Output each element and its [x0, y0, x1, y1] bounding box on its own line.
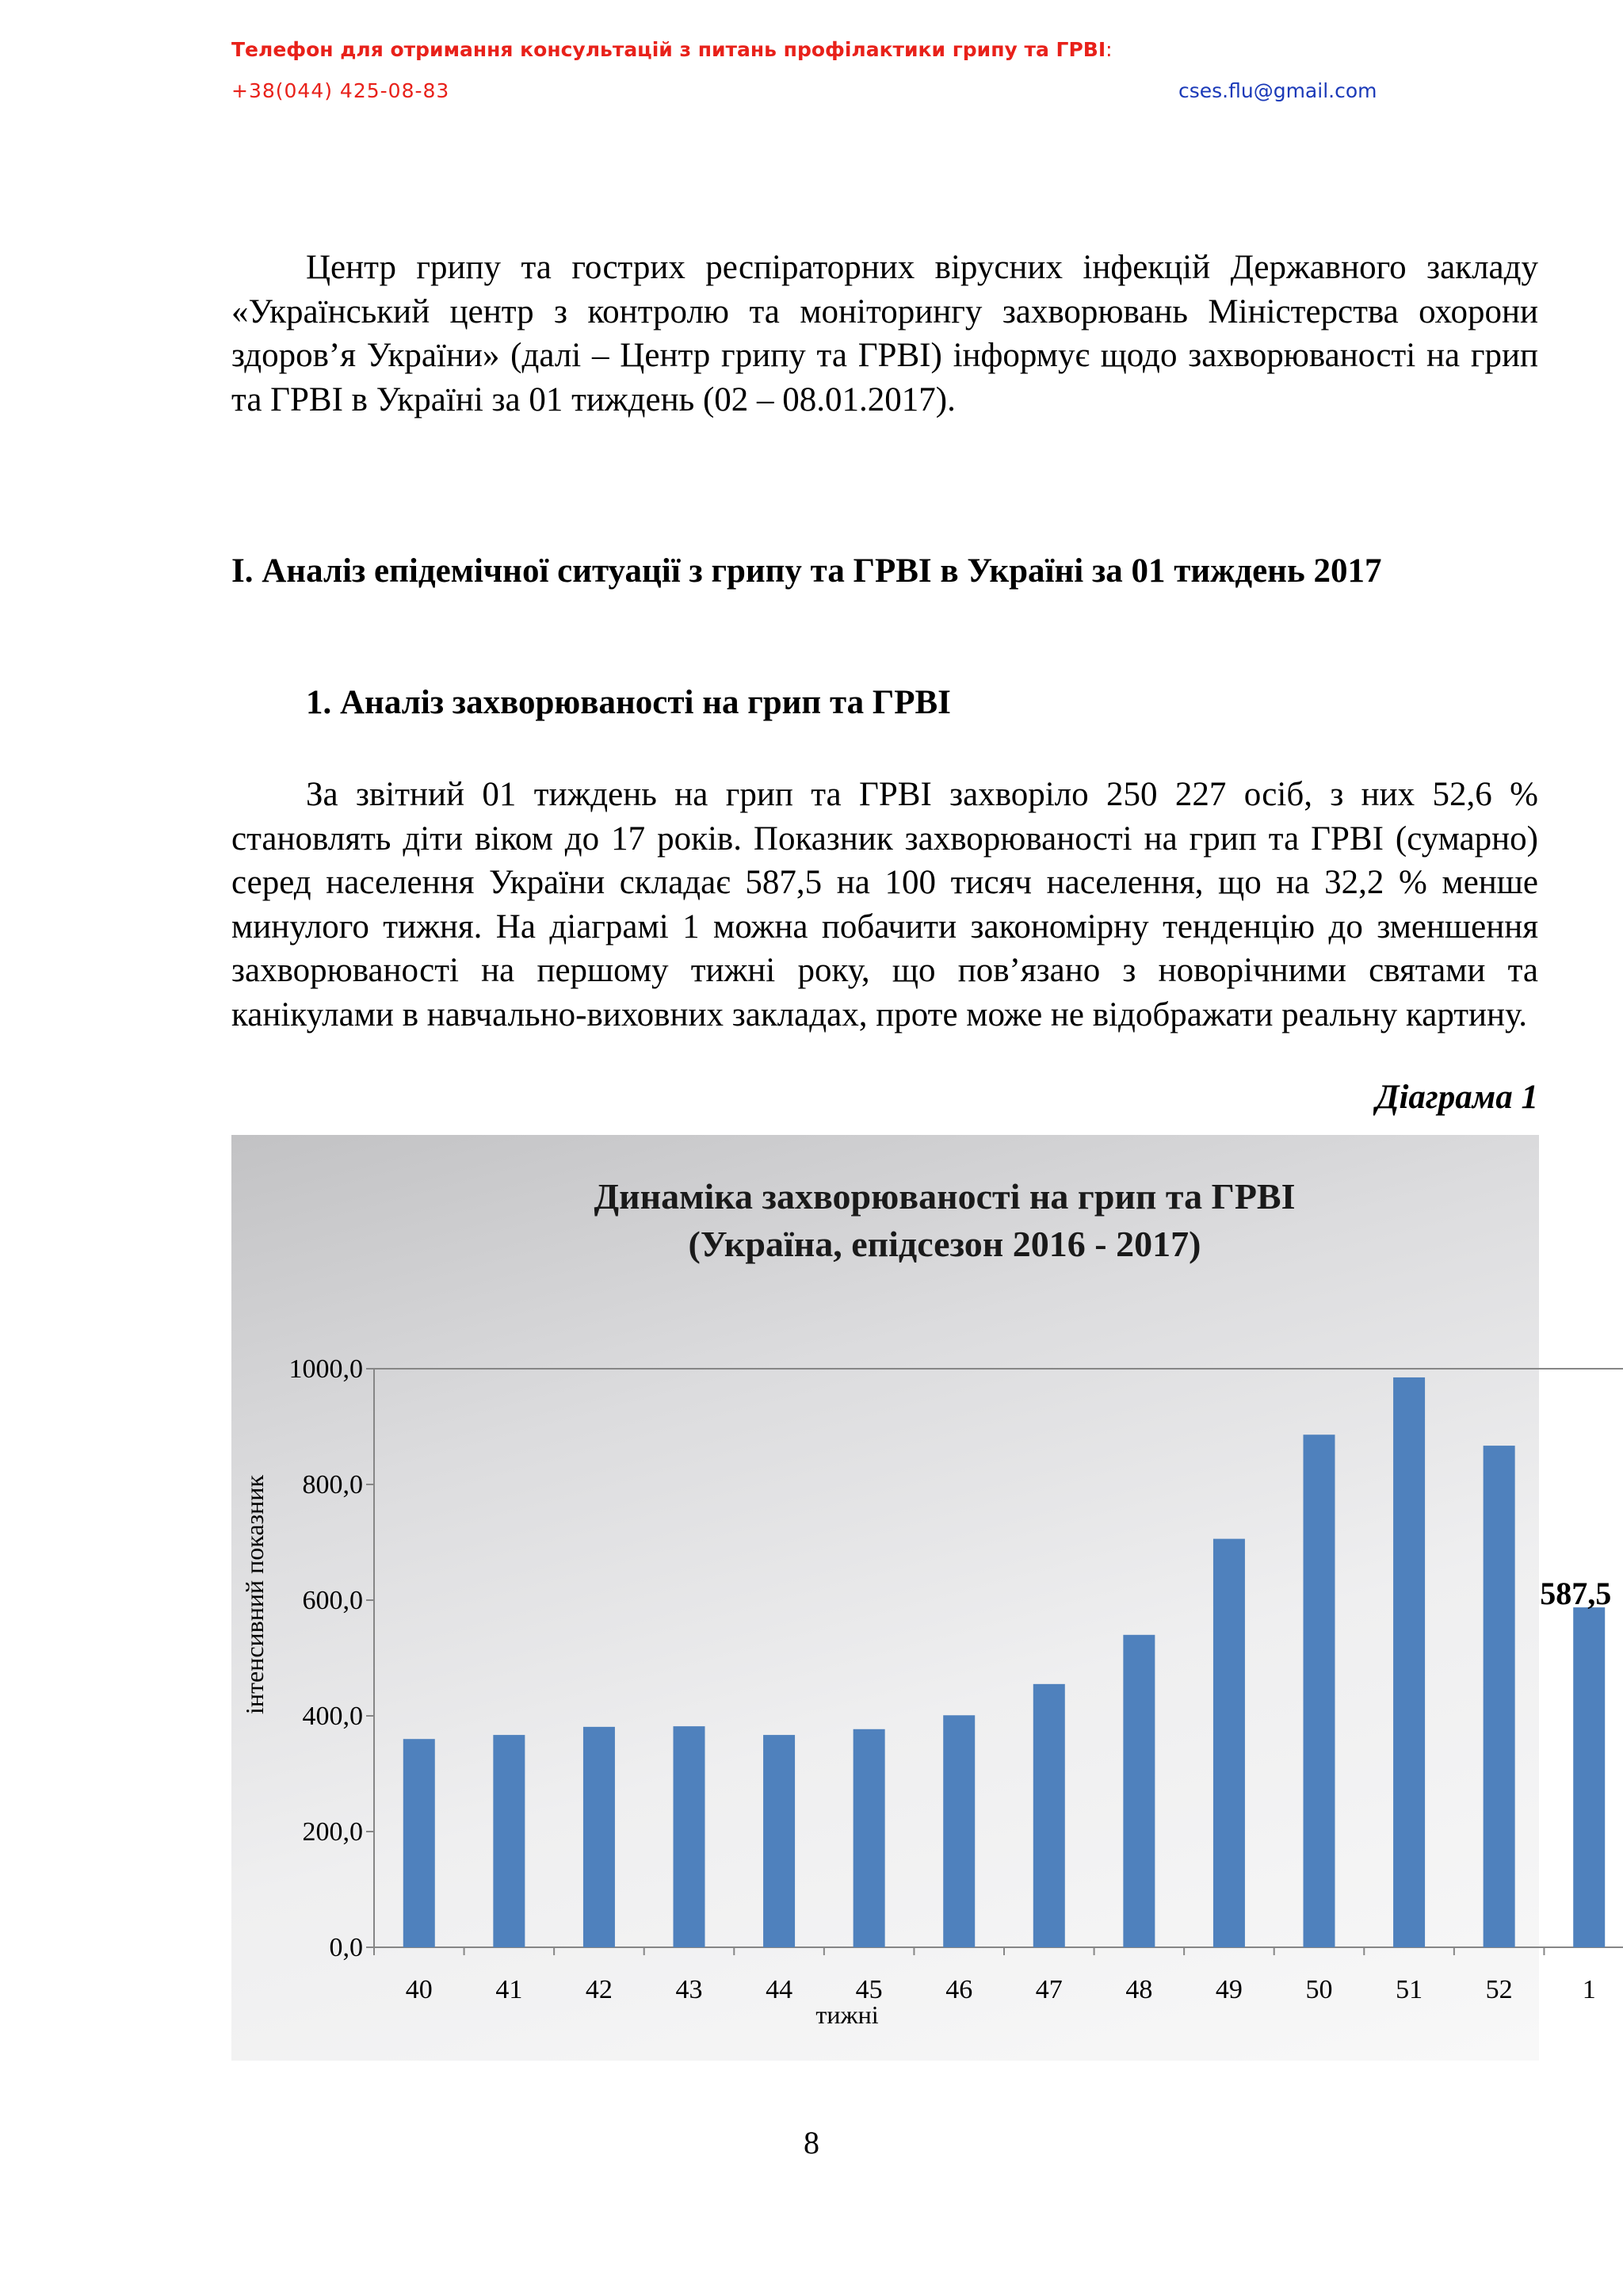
contact-email-link[interactable]: cses.flu@gmail.com	[1178, 79, 1377, 102]
x-tick-label: 41	[495, 1975, 523, 2004]
bar-week-46	[943, 1715, 975, 1947]
x-tick-label: 46	[945, 1975, 973, 2004]
section-heading: І. Аналіз епідемічної ситуації з грипу та ГРВІ в Україні за 01 тиждень 2017	[231, 552, 1382, 590]
x-tick-label: 51	[1396, 1975, 1423, 2004]
x-tick-label: 50	[1305, 1975, 1333, 2004]
bar-week-1	[1573, 1607, 1605, 1947]
chart-canvas	[231, 1135, 1612, 2061]
diagram-label: Діаграма 1	[1376, 1079, 1538, 1116]
chart-title: Динаміка захворюваності на грип та ГРВІ	[594, 1176, 1296, 1217]
hotline-colon: :	[1106, 38, 1113, 61]
x-tick-label: 40	[405, 1975, 433, 2004]
y-axis-label: інтенсивний показник	[240, 1475, 269, 1714]
hotline-phone: +38(044) 425-08-83	[231, 79, 450, 102]
bar-week-50	[1304, 1435, 1335, 1947]
intro-paragraph: Центр грипу та гострих респіраторних вірусних інфекцій Державного закладу «Український центр з контролю та моніторингу захворювань Міністерства охорони здоров’я України» (далі – Центр грипу та ГРВІ) інформує щодо захворюваності на грип та ГРВІ в Україні за 01 тиждень (02 – 08.01.2017).	[231, 249, 1538, 418]
chart-subtitle: (Україна, епідсезон 2016 - 2017)	[688, 1224, 1201, 1264]
bar-week-49	[1213, 1539, 1245, 1947]
y-tick-label: 0,0	[329, 1933, 363, 1962]
y-tick-label: 600,0	[302, 1586, 363, 1615]
bar-week-47	[1033, 1684, 1065, 1947]
x-axis-label: тижні	[815, 2000, 879, 2029]
x-tick-label: 44	[766, 1975, 793, 2004]
y-tick-label: 200,0	[302, 1817, 363, 1847]
x-tick-label: 49	[1215, 1975, 1243, 2004]
y-tick-label: 400,0	[302, 1702, 363, 1731]
body-paragraph: За звітний 01 тиждень на грип та ГРВІ захворіло 250 227 осіб, з них 52,6 % становлять діти віком до 17 років. Показник захворюваності на грип та ГРВІ (сумарно) серед населення України складає 587,5 на 100 тисяч населення, що на 32,2 % менше минулого тижня. На діаграмі 1 можна побачити закономірну тенденцію до зменшення захворюваності на першому тижні року, що пов’язано з новорічними святами та канікулами в навчально-виховних закладах, проте може не відображати реальну картину.	[231, 776, 1538, 1033]
x-tick-label: 45	[855, 1975, 883, 2004]
bar-week-43	[674, 1726, 705, 1947]
y-tick-label: 1000,0	[288, 1354, 363, 1384]
bar-week-48	[1123, 1635, 1155, 1947]
plot-area-frame	[374, 1369, 1623, 1947]
bar-week-51	[1393, 1377, 1425, 1947]
bar-week-45	[854, 1729, 885, 1947]
bar-week-44	[763, 1735, 795, 1947]
x-tick-label: 1	[1582, 1975, 1596, 2004]
incidence-chart	[231, 1135, 1612, 2061]
bar-week-52	[1484, 1446, 1515, 1947]
x-tick-label: 47	[1035, 1975, 1063, 2004]
x-tick-label: 43	[675, 1975, 703, 2004]
hotline-title	[231, 38, 1113, 61]
x-tick-label: 48	[1125, 1975, 1153, 2004]
y-tick-label: 800,0	[302, 1470, 363, 1499]
x-tick-label: 42	[585, 1975, 613, 2004]
subsection-heading: 1. Аналіз захворюваності на грип та ГРВІ	[306, 684, 951, 721]
bar-week-40	[403, 1739, 435, 1947]
bars-group	[403, 1377, 1605, 1947]
bar-week-42	[583, 1727, 615, 1947]
hotline-title-text: Телефон для отримання консультацій з питань профілактики грипу та ГРВІ	[231, 38, 1106, 61]
bar-data-label: 587,5	[1540, 1576, 1612, 1612]
bar-week-41	[493, 1735, 525, 1947]
page-number: 8	[804, 2125, 819, 2160]
x-tick-label: 52	[1485, 1975, 1513, 2004]
